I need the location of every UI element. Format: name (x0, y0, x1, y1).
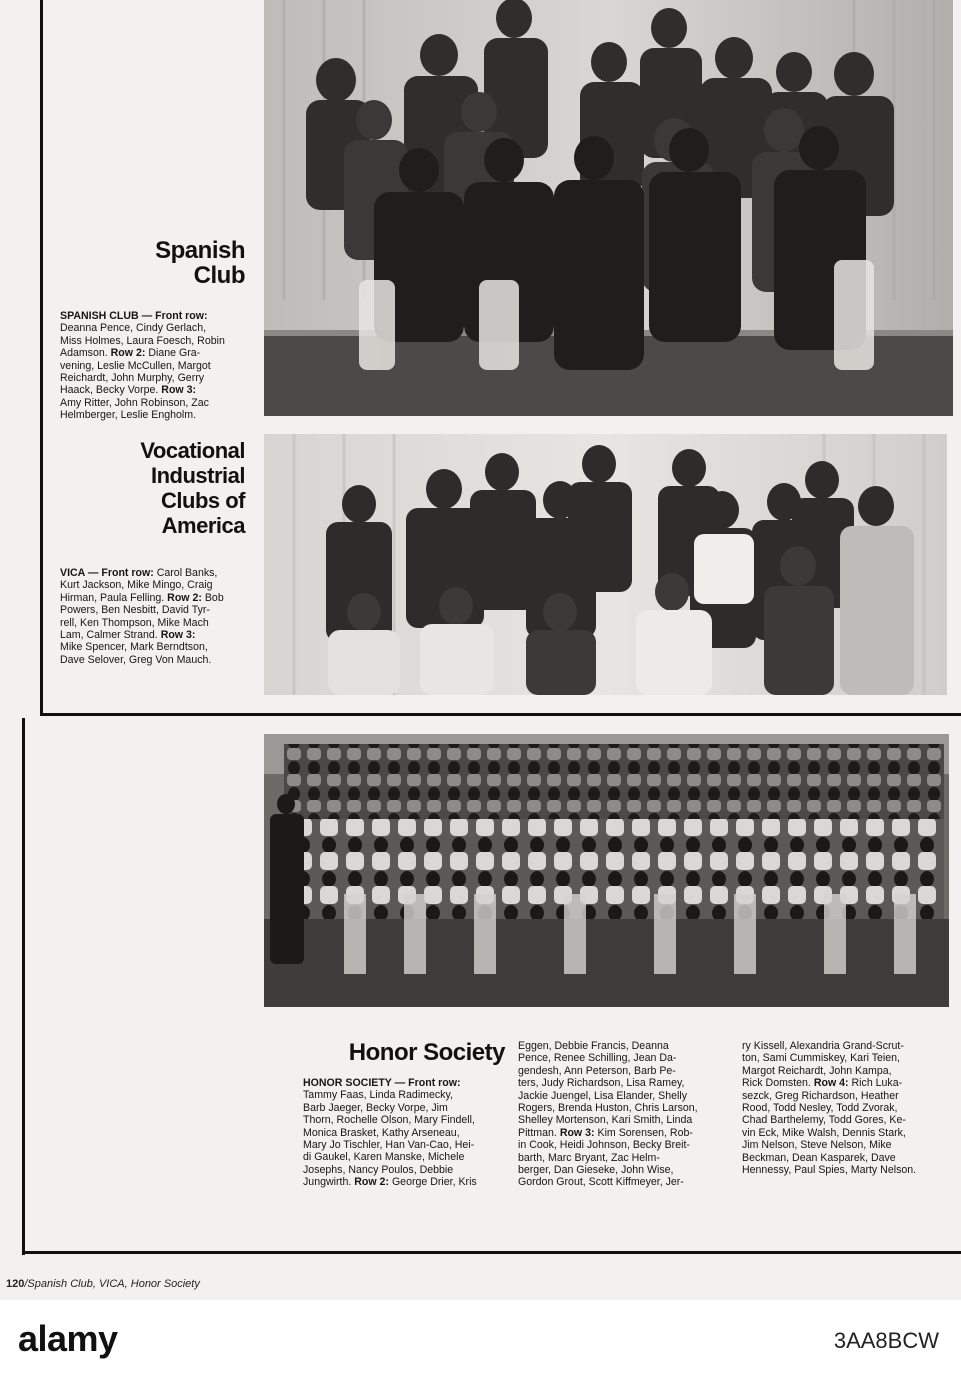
honor-society-photo (264, 734, 949, 1007)
caption-text: Lam, Calmer Strand. (60, 629, 158, 642)
watermark-bar (0, 1300, 961, 1390)
caption-text: Carol Banks, (156, 567, 218, 579)
vica-photo (264, 434, 947, 695)
caption-line: ters, Judy Richardson, Lisa Ramey, (518, 1077, 685, 1090)
caption-line: Kurt Jackson, Mike Mingo, Craig (60, 579, 213, 592)
caption-line: gendesh, Ann Peterson, Barb Pe- (518, 1064, 676, 1077)
caption-line: Rood, Todd Nesley, Todd Zvorak, (742, 1102, 898, 1115)
spanish-title-line-2: Club (193, 262, 245, 290)
divider-rule-top (40, 713, 961, 716)
vica-caption (60, 567, 260, 666)
caption-heading: HONOR SOCIETY — Front row: (303, 1077, 461, 1089)
caption-row-label: Row 2: (167, 591, 202, 604)
vica-title (70, 438, 245, 538)
honor-caption-column-1 (303, 1077, 510, 1189)
left-border-rule-top (40, 0, 43, 716)
caption-line: Eggen, Debbie Francis, Deanna (518, 1040, 669, 1052)
caption-line: Jackie Juengel, Lisa Elander, Shelly (518, 1089, 688, 1102)
caption-line: Deanna Pence, Cindy Gerlach, (60, 322, 207, 335)
caption-text: George Drier, Kris (391, 1176, 477, 1189)
footer-section-names: Spanish Club, VICA, Honor Society (27, 1278, 200, 1290)
caption-line: Mary Jo Tischler, Han Van-Cao, Hei- (303, 1139, 475, 1152)
caption-heading: VICA — Front row: (60, 567, 154, 579)
caption-heading: SPANISH CLUB — Front row: (60, 310, 208, 322)
caption-line: Chad Barthelemy, Todd Gores, Ke- (742, 1114, 906, 1127)
caption-line: in Cook, Heidi Johnson, Becky Breit- (518, 1139, 690, 1152)
spanish-club-caption (60, 310, 260, 422)
caption-line: Dave Selover, Greg Von Mauch. (60, 653, 212, 666)
caption-text: Kim Sorensen, Rob- (597, 1126, 693, 1139)
honor-society-title: Honor Society (348, 1039, 505, 1066)
caption-line: barth, Marc Bryant, Zac Helm- (518, 1151, 660, 1164)
caption-line: Pence, Renee Schilling, Jean Da- (518, 1052, 677, 1065)
vica-title-line-2: Industrial (150, 463, 245, 488)
page-footer: 120/Spanish Club, VICA, Honor Society (6, 1278, 200, 1290)
caption-line: ton, Sami Cummiskey, Kari Teien, (742, 1052, 900, 1065)
vica-title-line-1: Vocational (140, 438, 245, 463)
caption-line: ry Kissell, Alexandria Grand-Scrut- (742, 1040, 904, 1052)
caption-line: Jim Nelson, Steve Nelson, Mike (742, 1139, 892, 1152)
caption-text: Diane Gra- (148, 347, 201, 360)
caption-line: Tammy Faas, Linda Radimecky, (303, 1089, 453, 1102)
caption-line: Helmberger, Leslie Engholm. (60, 409, 197, 422)
honor-caption-column-3 (742, 1040, 954, 1176)
caption-line: Rogers, Brenda Huston, Chris Larson, (518, 1102, 698, 1115)
caption-row-label: Row 2: (110, 347, 146, 360)
caption-line: Thorn, Rochelle Olson, Mary Findell, (303, 1114, 475, 1127)
caption-line: Reichardt, John Murphy, Gerry (60, 372, 205, 385)
divider-rule-bottom (22, 1251, 961, 1254)
caption-row-label: Row 2: (354, 1176, 389, 1189)
caption-text: Adamson. (60, 347, 108, 360)
caption-text: Rick Domsten. (742, 1077, 811, 1090)
caption-line: di Gaukel, Karen Manske, Michele (303, 1151, 465, 1164)
caption-line: Josephs, Nancy Poulos, Debbie (303, 1163, 454, 1176)
caption-line: vin Eck, Mike Walsh, Dennis Stark, (742, 1126, 906, 1139)
caption-text: Jungwirth. (303, 1176, 352, 1189)
caption-line: sezck, Greg Richardson, Heather (742, 1089, 899, 1102)
caption-text: Pittman. (518, 1126, 557, 1139)
caption-line: Hennessy, Paul Spies, Marty Nelson. (742, 1164, 917, 1177)
watermark-image-id: 3AA8BCW (833, 1328, 939, 1353)
caption-line: Gordon Grout, Scott Kiffmeyer, Jer- (518, 1176, 684, 1189)
caption-row-label: Row 4: (813, 1077, 849, 1090)
caption-line: Mike Spencer, Mark Berndtson, (60, 641, 208, 654)
caption-row-label: Row 3: (559, 1126, 595, 1139)
vica-title-line-4: America (161, 513, 245, 538)
caption-line: Margot Reichardt, John Kampa, (742, 1064, 892, 1077)
spanish-club-title (100, 238, 245, 288)
caption-row-label: Row 3: (161, 384, 197, 397)
caption-row-label: Row 3: (160, 629, 196, 642)
caption-line: vening, Leslie McCullen, Margot (60, 359, 211, 372)
caption-line: berger, Dan Gieseke, John Wise, (518, 1164, 674, 1177)
caption-line: rell, Ken Thompson, Mike Mach (60, 616, 209, 629)
watermark-logo: alamy (18, 1318, 118, 1359)
caption-line: Monica Brasket, Kathy Arseneau, (303, 1126, 460, 1139)
honor-caption-column-2 (518, 1040, 730, 1189)
spanish-title-line-1: Spanish (155, 237, 245, 264)
caption-line: Beckman, Dean Kasparek, Dave (742, 1151, 896, 1164)
caption-text: Haack, Becky Vorpe. (60, 384, 159, 397)
spanish-club-photo (264, 0, 953, 416)
caption-text: Hirman, Paula Felling. (60, 591, 165, 604)
caption-text: Rich Luka- (851, 1077, 903, 1090)
vica-title-line-3: Clubs of (161, 488, 245, 513)
page-number: 120 (6, 1278, 25, 1290)
caption-line: Shelley Mortenson, Kari Smith, Linda (518, 1114, 693, 1127)
left-border-rule-bottom (22, 718, 25, 1255)
caption-line: Barb Jaeger, Becky Vorpe, Jim (303, 1101, 448, 1114)
caption-text: Bob (204, 591, 224, 604)
caption-line: Miss Holmes, Laura Foesch, Robin (60, 334, 225, 347)
caption-line: Powers, Ben Nesbitt, David Tyr- (60, 604, 210, 617)
caption-line: Amy Ritter, John Robinson, Zac (60, 396, 209, 409)
